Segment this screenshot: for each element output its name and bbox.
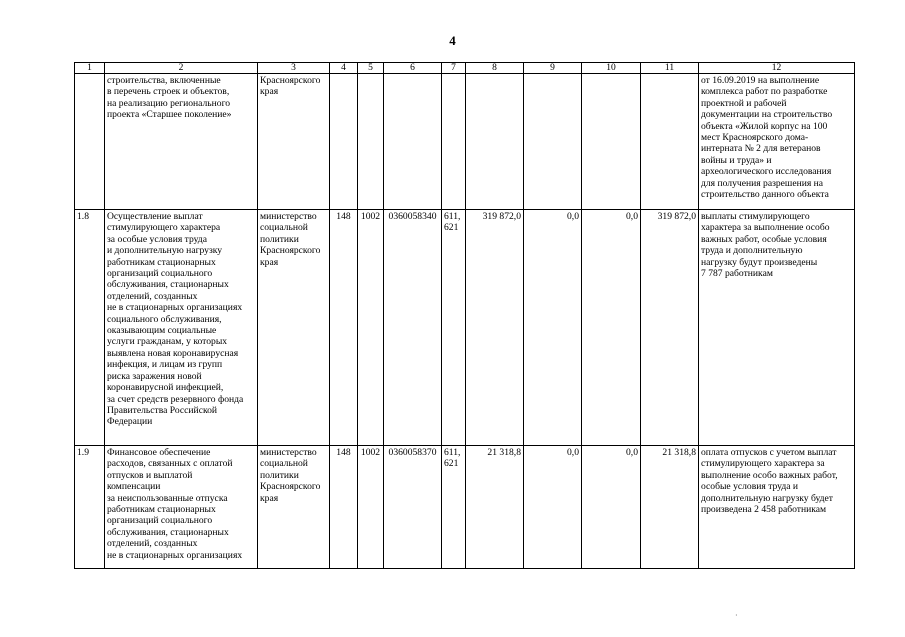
- cell-line: обслуживания, стационарных: [107, 526, 229, 538]
- table-row: [75, 74, 855, 210]
- cell-line: социальной: [260, 458, 308, 470]
- amount-total: 21 318,8: [466, 446, 524, 569]
- cell-line: инфекция, и лицам из групп: [107, 359, 223, 371]
- cell-line: 621: [444, 458, 459, 470]
- cell-line: Федерации: [107, 416, 153, 428]
- target-item-code: 0360058370: [384, 446, 442, 569]
- cell-line: произведена 2 458 работникам: [701, 504, 827, 516]
- column-number: 6: [384, 63, 442, 74]
- cell-line: Осуществление выплат: [107, 211, 203, 222]
- row-index: 1.8: [75, 210, 105, 446]
- column-number: 12: [699, 63, 855, 74]
- cell-line: социальной: [260, 222, 308, 234]
- ministry-code: 148: [330, 446, 358, 569]
- cell-line: работникам стационарных: [107, 504, 216, 516]
- amount-col-10: 0,0: [582, 446, 641, 569]
- expected-result: [699, 210, 855, 446]
- cell-line: проектной и рабочей: [701, 97, 787, 109]
- cell-line: нагрузку будут произведены: [701, 256, 818, 268]
- cell-line: комплекса работ по разработке: [701, 86, 828, 98]
- cell-line: выполнение особо важных работ,: [701, 469, 838, 481]
- cell-line: на реализацию регионального: [107, 97, 231, 109]
- cell-line: документации на строительство: [701, 109, 833, 121]
- column-number: 5: [358, 63, 384, 74]
- cell-line: отделений, созданных: [107, 290, 198, 302]
- cell-line: строительство данного объекта: [701, 189, 829, 201]
- cell-line: края: [260, 256, 279, 268]
- column-number: 7: [442, 63, 466, 74]
- cell-line: Красноярского: [260, 75, 321, 86]
- row-index: [75, 74, 105, 210]
- cell-line: коронавирусной инфекцией,: [107, 382, 224, 394]
- cell-line: войны и труда» и: [701, 154, 772, 166]
- measure-description: [105, 210, 258, 446]
- cell-line: археологического исследования: [701, 166, 832, 178]
- cell-line: не в стационарных организациях: [107, 549, 243, 561]
- column-number-row: [75, 63, 855, 74]
- cell-line: от 16.09.2019 на выполнение: [701, 75, 820, 86]
- cell-line: стимулирующего характера: [107, 222, 221, 234]
- cell-line: стимулирующего характера за: [701, 458, 825, 470]
- cell-line: Финансовое обеспечение: [107, 447, 211, 458]
- column-number: 9: [524, 63, 582, 74]
- amount-col-10: [582, 74, 641, 210]
- cell-line: труда и дополнительную: [701, 245, 803, 257]
- cell-line: особые условия труда и: [701, 481, 799, 493]
- cell-line: политики: [260, 469, 299, 481]
- cell-line: Красноярского: [260, 481, 321, 493]
- cell-line: в перечень строек и объектов,: [107, 86, 230, 98]
- column-number: 1: [75, 63, 105, 74]
- ministry-code: [330, 74, 358, 210]
- cell-line: для получения разрешения на: [701, 177, 824, 189]
- cell-line: Красноярского: [260, 245, 321, 257]
- responsible-body: [258, 74, 330, 210]
- cell-line: организаций социального: [107, 515, 213, 527]
- cell-line: края: [260, 86, 279, 98]
- cell-line: Правительства Российской: [107, 404, 218, 416]
- amount-total: 319 872,0: [466, 210, 524, 446]
- responsible-body: [258, 210, 330, 446]
- cell-line: за счет средств резервного фонда: [107, 393, 244, 405]
- cell-line: компенсации: [107, 481, 161, 493]
- cell-line: оплата отпусков с учетом выплат: [701, 447, 837, 458]
- expected-result: [699, 446, 855, 569]
- amount-col-9: 0,0: [524, 210, 582, 446]
- cell-line: услуги гражданам, у которых: [107, 336, 228, 348]
- expected-result: [699, 74, 855, 210]
- cell-line: за особые условия труда: [107, 233, 207, 245]
- cell-line: 7 787 работникам: [701, 268, 773, 280]
- cell-line: и дополнительную нагрузку: [107, 245, 223, 257]
- column-number: 8: [466, 63, 524, 74]
- cell-line: обслуживания, стационарных: [107, 279, 229, 291]
- cell-line: мест Красноярского дома-: [701, 132, 809, 144]
- cell-line: политики: [260, 233, 299, 245]
- amount-col-11: [641, 74, 699, 210]
- cell-line: проекта «Старшее поколение»: [107, 109, 232, 121]
- cell-line: 611,: [444, 447, 461, 458]
- responsible-body: [258, 446, 330, 569]
- cell-line: министерство: [260, 447, 317, 458]
- cell-line: характера за выполнение особо: [701, 222, 830, 234]
- cell-line: оказывающим социальные: [107, 325, 217, 337]
- cell-line: за неиспользованные отпуска: [107, 492, 228, 504]
- amount-col-11: 21 318,8: [641, 446, 699, 569]
- target-item-code: [384, 74, 442, 210]
- table-row: [75, 210, 855, 446]
- cell-line: организаций социального: [107, 268, 213, 280]
- scan-mark: ·: [735, 611, 738, 620]
- cell-line: строительства, включенные: [107, 75, 221, 86]
- column-number: 11: [641, 63, 699, 74]
- amount-total: [466, 74, 524, 210]
- amount-col-11: 319 872,0: [641, 210, 699, 446]
- cell-line: министерство: [260, 211, 317, 222]
- cell-line: 611,: [444, 211, 461, 222]
- table-row: [75, 446, 855, 569]
- page-number: 4: [449, 33, 456, 48]
- section-code: 1002: [358, 446, 384, 569]
- column-number: 3: [258, 63, 330, 74]
- ministry-code: 148: [330, 210, 358, 446]
- cell-line: дополнительную нагрузку будет: [701, 492, 833, 504]
- section-code: [358, 74, 384, 210]
- expense-type-code: [442, 210, 466, 446]
- cell-line: выявлена новая коронавирусная: [107, 347, 239, 359]
- section-code: 1002: [358, 210, 384, 446]
- measure-description: [105, 446, 258, 569]
- cell-line: края: [260, 492, 279, 504]
- cell-line: 621: [444, 222, 459, 234]
- cell-line: работникам стационарных: [107, 256, 216, 268]
- row-index: 1.9: [75, 446, 105, 569]
- target-item-code: 0360058340: [384, 210, 442, 446]
- expense-type-code: [442, 446, 466, 569]
- cell-line: отделений, созданных: [107, 538, 198, 550]
- cell-line: не в стационарных организациях: [107, 302, 243, 314]
- cell-line: социального обслуживания,: [107, 313, 222, 325]
- amount-col-10: 0,0: [582, 210, 641, 446]
- cell-line: выплаты стимулирующего: [701, 211, 810, 222]
- cell-line: важных работ, особые условия: [701, 233, 827, 245]
- column-number: 2: [105, 63, 258, 74]
- amount-col-9: [524, 74, 582, 210]
- cell-line: интерната № 2 для ветеранов: [701, 143, 821, 155]
- measure-description: [105, 74, 258, 210]
- cell-line: расходов, связанных с оплатой: [107, 458, 233, 470]
- column-number: 10: [582, 63, 641, 74]
- amount-col-9: 0,0: [524, 446, 582, 569]
- cell-line: отпусков и выплатой: [107, 469, 193, 481]
- budget-table: [74, 62, 855, 569]
- expense-type-code: [442, 74, 466, 210]
- cell-line: риска заражения новой: [107, 370, 202, 382]
- column-number: 4: [330, 63, 358, 74]
- cell-line: объекта «Жилой корпус на 100: [701, 120, 828, 132]
